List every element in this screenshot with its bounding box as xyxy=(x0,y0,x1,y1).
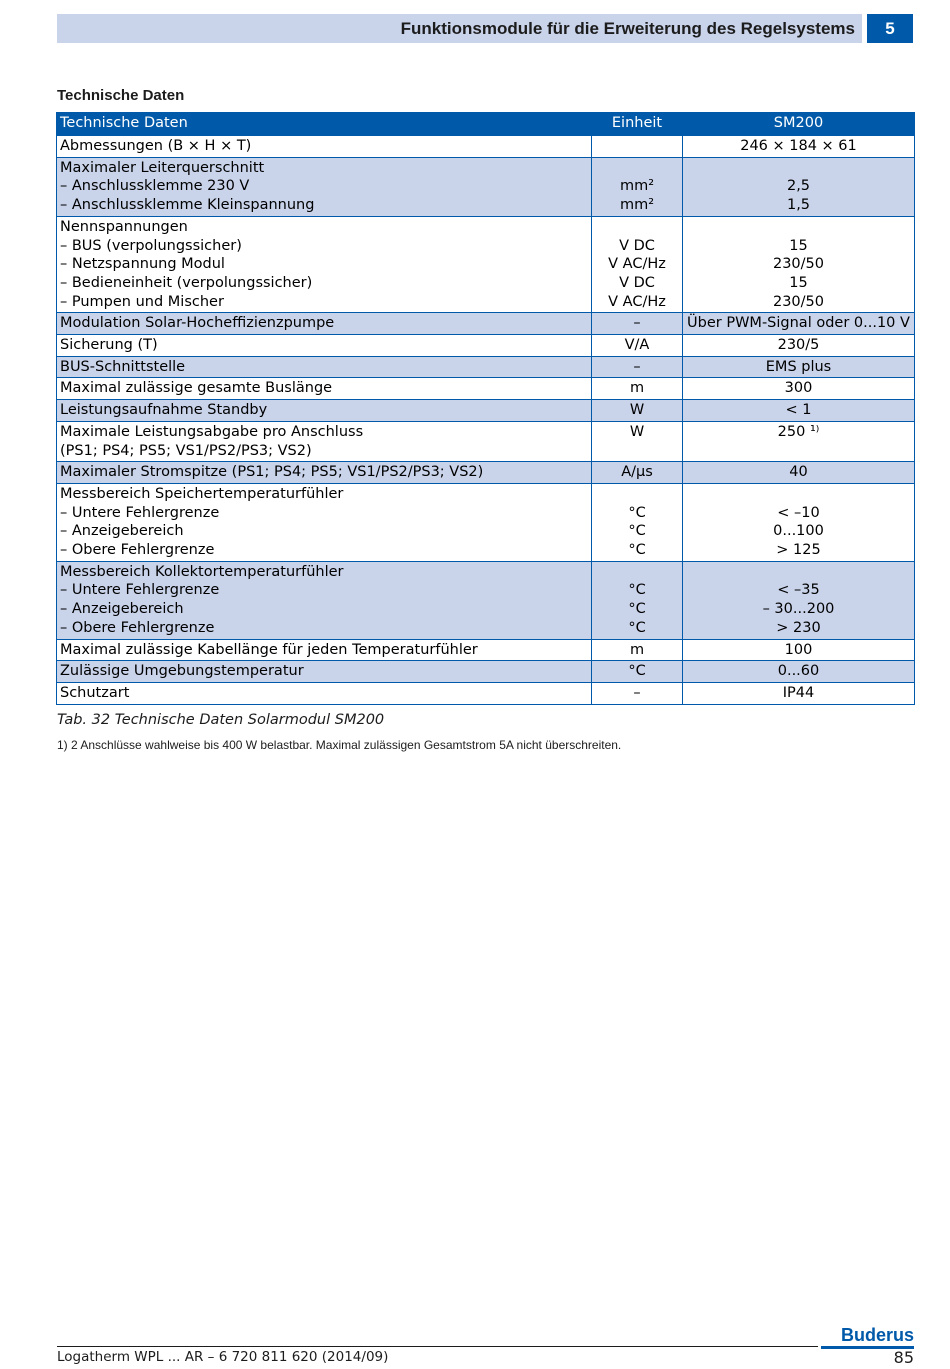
value-cell xyxy=(683,136,915,158)
label-cell-line: – Obere Fehlergrenze xyxy=(60,619,215,636)
value-cell-line: 15 xyxy=(789,237,808,254)
column-header-value: SM200 xyxy=(683,113,915,136)
label-cell-line: Schutzart xyxy=(60,684,130,701)
value-cell-line: < 1 xyxy=(785,402,812,419)
value-cell xyxy=(683,462,915,484)
table-row xyxy=(57,483,915,561)
value-cell-line: 300 xyxy=(784,380,813,397)
unit-cell-line: W xyxy=(629,402,645,419)
value-cell-line: 230/5 xyxy=(777,337,820,354)
table-caption: Tab. 32 Technische Daten Solarmodul SM200 xyxy=(57,712,385,728)
value-cell-line: 250 ¹⁾ xyxy=(777,423,820,440)
table-row xyxy=(57,216,915,313)
unit-cell-line: – xyxy=(633,684,641,701)
unit-cell-line xyxy=(595,485,679,504)
unit-cell xyxy=(592,561,683,639)
value-cell xyxy=(683,661,915,683)
label-cell-line: – Anzeigebereich xyxy=(60,523,184,540)
table-row xyxy=(57,400,915,422)
label-cell-line: Maximale Leistungsabgabe pro Anschluss xyxy=(60,423,364,440)
value-cell-line: 246 × 184 × 61 xyxy=(740,138,857,154)
unit-cell-line: V/A xyxy=(624,337,650,354)
column-header-unit: Einheit xyxy=(592,113,683,136)
unit-cell-line: °C xyxy=(628,504,646,521)
value-cell-line: < –10 xyxy=(777,504,820,521)
unit-cell xyxy=(592,462,683,484)
unit-cell-line xyxy=(595,563,679,582)
table-row xyxy=(57,661,915,683)
label-cell-line: – Untere Fehlergrenze xyxy=(60,504,220,521)
value-cell-line xyxy=(686,218,911,237)
label-cell-line: – Netzspannung Modul xyxy=(60,256,225,273)
unit-cell xyxy=(592,661,683,683)
label-cell-line: Modulation Solar-Hocheffizienzpumpe xyxy=(60,315,335,332)
unit-cell-line: – xyxy=(633,315,641,332)
value-cell-line: > 230 xyxy=(776,619,821,636)
value-cell-line: 15 xyxy=(789,274,808,291)
table-row xyxy=(57,136,915,158)
table-row xyxy=(57,313,915,335)
value-cell-line xyxy=(686,485,911,504)
unit-cell-line: V AC/Hz xyxy=(608,293,666,310)
running-header-title: Funktionsmodule für die Erweiterung des Regelsystems xyxy=(400,18,855,38)
unit-cell-line xyxy=(595,137,679,156)
chapter-number-badge: 5 xyxy=(867,14,913,43)
unit-cell-line: V DC xyxy=(619,237,655,254)
table-row xyxy=(57,335,915,357)
footnote: 1) 2 Anschlüsse wahlweise bis 400 W belastbar. Maximal zulässigen Gesamtstrom 5A nicht überschreiten. xyxy=(57,738,622,752)
value-cell-line: 230/50 xyxy=(772,293,824,310)
label-cell-line: – Untere Fehlergrenze xyxy=(60,582,220,599)
table-row xyxy=(57,157,915,216)
label-cell-line: Sicherung (T) xyxy=(60,337,158,354)
unit-cell-line: – xyxy=(633,358,641,375)
value-cell-line: 100 xyxy=(784,641,813,658)
label-cell-line: Nennspannungen xyxy=(60,218,188,235)
label-cell-line: Maximal zulässige Kabellänge für jeden Temperaturfühler xyxy=(60,641,478,658)
label-cell-line: – Pumpen und Mischer xyxy=(60,293,224,310)
label-cell-line: – Anschlussklemme Kleinspannung xyxy=(60,197,315,214)
label-cell-line: – Anschlussklemme 230 V xyxy=(60,178,250,195)
label-cell-line: Maximal zulässige gesamte Buslänge xyxy=(60,380,333,397)
column-header-label: Technische Daten xyxy=(57,113,592,136)
value-cell-line: 0...60 xyxy=(777,663,820,680)
label-cell xyxy=(57,356,592,378)
value-cell-line xyxy=(686,159,911,178)
footer-divider xyxy=(57,1346,818,1347)
unit-cell-line: mm² xyxy=(619,178,655,195)
unit-cell xyxy=(592,157,683,216)
table-row xyxy=(57,639,915,661)
unit-cell-line xyxy=(595,159,679,178)
value-cell-line: – 30...200 xyxy=(762,601,835,618)
label-cell-line: – Obere Fehlergrenze xyxy=(60,542,215,559)
label-cell xyxy=(57,216,592,313)
value-cell-line: EMS plus xyxy=(765,358,832,375)
unit-cell xyxy=(592,335,683,357)
label-cell xyxy=(57,639,592,661)
value-cell-line xyxy=(686,563,911,582)
table-header-row xyxy=(57,113,915,136)
value-cell-line: IP44 xyxy=(782,684,815,701)
label-cell xyxy=(57,661,592,683)
value-cell-line: Über PWM-Signal oder 0...10 V xyxy=(687,315,910,332)
unit-cell-line: mm² xyxy=(619,197,655,214)
unit-cell-line: m xyxy=(629,380,645,397)
label-cell-line: – BUS (verpolungssicher) xyxy=(60,237,242,254)
value-cell-line: 0...100 xyxy=(773,523,824,540)
value-cell-line: < –35 xyxy=(777,582,820,599)
label-cell-line: Leistungsaufnahme Standby xyxy=(60,402,268,419)
value-cell xyxy=(683,216,915,313)
unit-cell xyxy=(592,378,683,400)
unit-cell-line: °C xyxy=(628,619,646,636)
label-cell-line: Abmessungen (B × H × T) xyxy=(60,138,252,154)
document-reference: Logatherm WPL ... AR – 6 720 811 620 (2014/09) xyxy=(57,1349,389,1365)
unit-cell-line: °C xyxy=(628,582,646,599)
table-row xyxy=(57,561,915,639)
label-cell xyxy=(57,682,592,704)
value-cell-line: 2,5 xyxy=(786,178,811,195)
unit-cell-line: °C xyxy=(628,523,646,540)
label-cell xyxy=(57,136,592,158)
label-cell xyxy=(57,421,592,461)
table-row xyxy=(57,356,915,378)
label-cell-line: (PS1; PS4; PS5; VS1/PS2/PS3; VS2) xyxy=(60,442,312,459)
label-cell-line: Maximaler Stromspitze (PS1; PS4; PS5; VS1/PS2/PS3; VS2) xyxy=(60,464,484,481)
unit-cell-line: °C xyxy=(628,663,646,680)
value-cell xyxy=(683,421,915,461)
section-heading: Technische Daten xyxy=(57,87,185,104)
technical-data-table xyxy=(56,112,915,705)
label-cell-line: Messbereich Speichertemperaturfühler xyxy=(60,485,344,502)
value-cell xyxy=(683,561,915,639)
unit-cell xyxy=(592,400,683,422)
label-cell xyxy=(57,462,592,484)
page-number: 85 xyxy=(893,1348,914,1367)
unit-cell xyxy=(592,421,683,461)
table-row xyxy=(57,682,915,704)
label-cell xyxy=(57,378,592,400)
running-header xyxy=(57,14,862,43)
table-row xyxy=(57,462,915,484)
unit-cell xyxy=(592,639,683,661)
value-cell xyxy=(683,682,915,704)
value-cell xyxy=(683,356,915,378)
label-cell-line: Zulässige Umgebungstemperatur xyxy=(60,663,304,680)
value-cell-line xyxy=(686,442,911,461)
unit-cell-line: A/µs xyxy=(621,464,653,481)
unit-cell-line: °C xyxy=(628,601,646,618)
value-cell xyxy=(683,400,915,422)
label-cell xyxy=(57,313,592,335)
unit-cell xyxy=(592,356,683,378)
value-cell-line: 1,5 xyxy=(786,197,811,214)
unit-cell-line: °C xyxy=(628,542,646,559)
label-cell xyxy=(57,561,592,639)
label-cell-line: – Bedieneinheit (verpolungssicher) xyxy=(60,274,313,291)
value-cell-line: 230/50 xyxy=(772,256,824,273)
unit-cell xyxy=(592,682,683,704)
value-cell xyxy=(683,313,915,335)
unit-cell-line xyxy=(595,218,679,237)
value-cell xyxy=(683,483,915,561)
value-cell-line: > 125 xyxy=(776,542,821,559)
brand-logo: Buderus xyxy=(821,1325,914,1349)
unit-cell-line: W xyxy=(629,423,645,440)
value-cell xyxy=(683,378,915,400)
unit-cell-line: V AC/Hz xyxy=(608,256,666,273)
unit-cell xyxy=(592,216,683,313)
unit-cell xyxy=(592,483,683,561)
unit-cell xyxy=(592,136,683,158)
label-cell xyxy=(57,400,592,422)
table-row xyxy=(57,378,915,400)
label-cell-line: – Anzeigebereich xyxy=(60,601,184,618)
label-cell xyxy=(57,335,592,357)
value-cell xyxy=(683,639,915,661)
value-cell xyxy=(683,335,915,357)
value-cell xyxy=(683,157,915,216)
unit-cell-line xyxy=(595,442,679,461)
unit-cell-line: m xyxy=(629,641,645,658)
label-cell-line: Messbereich Kollektortemperaturfühler xyxy=(60,563,344,580)
unit-cell-line: V DC xyxy=(619,274,655,291)
label-cell xyxy=(57,157,592,216)
unit-cell xyxy=(592,313,683,335)
label-cell-line: Maximaler Leiterquerschnitt xyxy=(60,159,265,176)
value-cell-line: 40 xyxy=(789,464,808,481)
label-cell xyxy=(57,483,592,561)
table-row xyxy=(57,421,915,461)
label-cell-line: BUS-Schnittstelle xyxy=(60,358,186,375)
